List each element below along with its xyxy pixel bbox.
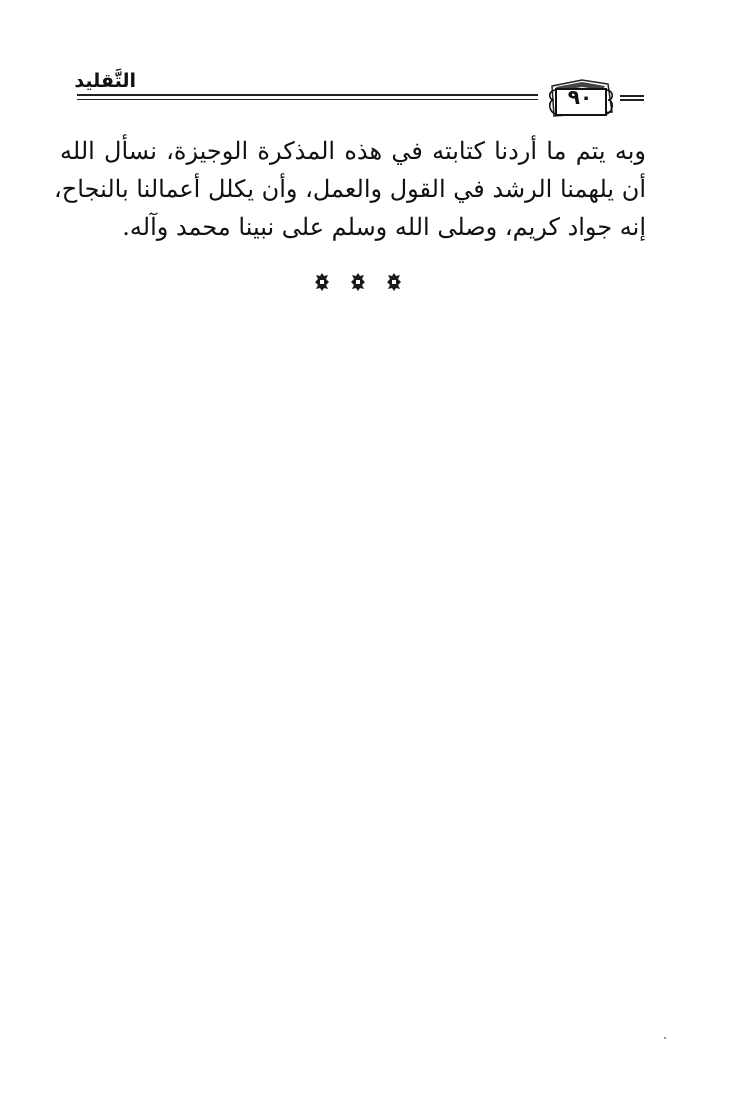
- fleuron-icon: [350, 272, 366, 292]
- running-title: التَّقليد: [74, 70, 136, 92]
- fleuron-icon: [314, 272, 330, 292]
- section-end-ornaments: [310, 272, 410, 294]
- page-number: ٩٠: [567, 85, 593, 109]
- body-paragraph: [54, 132, 646, 246]
- body-line: إنه جواد كريم، وصلى الله وسلم على نبينا محمد وآله.: [122, 213, 646, 241]
- header-rule: [77, 94, 538, 100]
- page-number-badge: [542, 78, 618, 118]
- body-line: أن يلهمنا الرشد في القول والعمل، وأن يكلل أعمالنا بالنجاح،: [54, 175, 646, 203]
- body-line: وبه يتم ما أردنا كتابته في هذه المذكرة الوجيزة، نسأل الله: [60, 137, 646, 165]
- fleuron-icon: [386, 272, 402, 292]
- header-rule-short: [620, 95, 644, 101]
- scan-speck: [664, 1037, 666, 1039]
